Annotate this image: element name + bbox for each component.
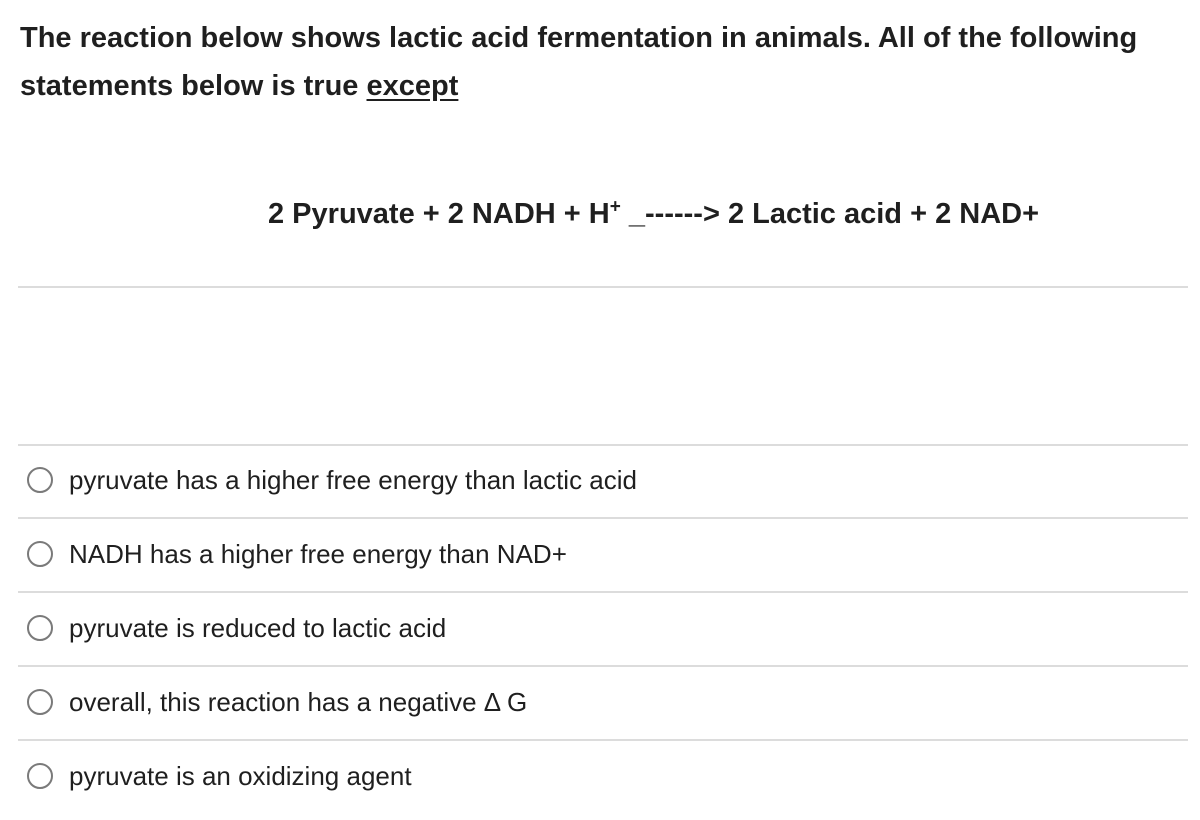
- equation-products: 2 Lactic acid + 2 NAD+: [727, 198, 1040, 230]
- question-prompt: The reaction below shows lactic acid fermentation in animals. All of the following statements below is true: [20, 22, 1138, 102]
- answer-option-1[interactable]: [18, 444, 1188, 516]
- radio-button[interactable]: [27, 615, 53, 641]
- answer-option-4[interactable]: [18, 666, 1188, 738]
- answer-label: NADH has a higher free energy than NAD+: [69, 538, 567, 569]
- answer-label: overall, this reaction has a negative Δ G: [69, 686, 528, 717]
- answer-label: pyruvate is an oxidizing agent: [69, 760, 412, 791]
- divider: [18, 286, 1188, 288]
- question-text: [20, 14, 1180, 110]
- radio-button[interactable]: [27, 541, 53, 567]
- radio-button[interactable]: [27, 763, 53, 789]
- answer-option-3[interactable]: [18, 592, 1188, 664]
- equation-reactants: 2 Pyruvate + 2 NADH + H: [268, 198, 610, 230]
- radio-button[interactable]: [27, 689, 53, 715]
- reaction-equation: [268, 198, 1168, 231]
- answer-label: pyruvate is reduced to lactic acid: [69, 612, 447, 643]
- answer-option-2[interactable]: [18, 518, 1188, 590]
- radio-button[interactable]: [27, 467, 53, 493]
- question-emphasis: except: [366, 70, 459, 102]
- equation-arrow: _------>: [620, 198, 728, 230]
- answer-label: pyruvate has a higher free energy than lactic acid: [69, 464, 638, 495]
- answer-option-5[interactable]: [18, 740, 1188, 812]
- equation-superscript: +: [609, 196, 621, 218]
